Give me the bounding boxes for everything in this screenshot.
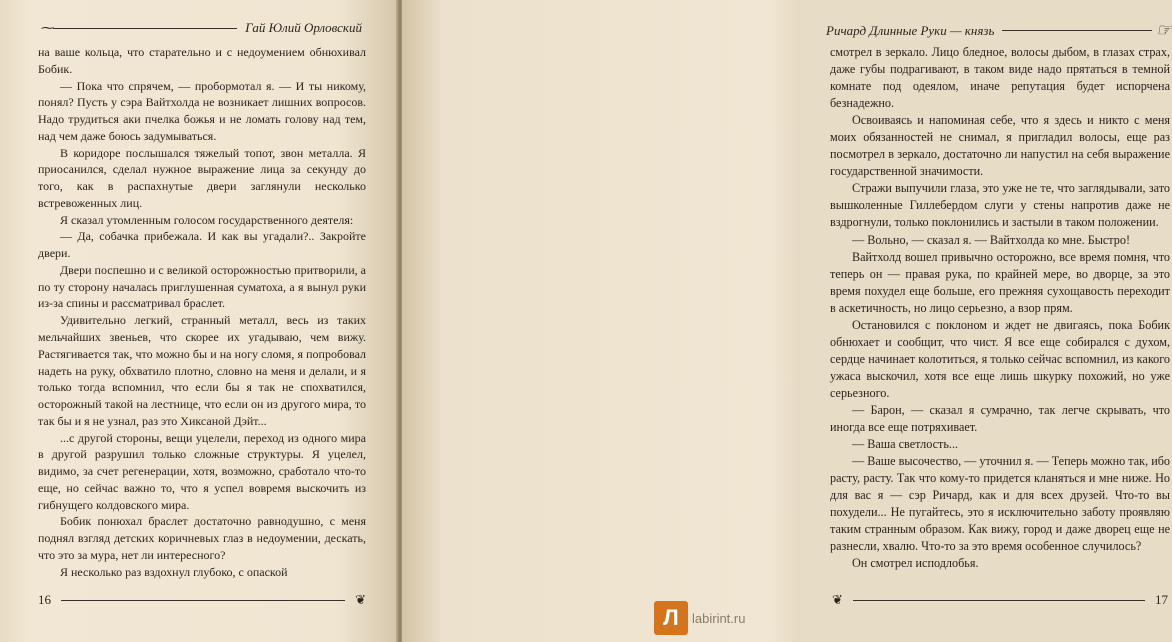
left-page-number: 16 <box>38 592 51 607</box>
left-footer <box>38 592 366 608</box>
paragraph: Остановился с поклоном и ждет не двигаясь, пока Бобик обнюхает и сообщит, что чист. Я все еще собирался с духом, сердце начинает колотиться, я только сейчас вспомнил, из какого ужаса выскочил, хотя все еще лишь шкурку похожий, но уже серьезного. <box>830 317 1170 400</box>
paragraph: Вайтхолд вошел привычно осторожно, все время помня, что теперь он — правая рука, по крайней мере, во дворце, за это время похудел еще больше, его прежняя сухощавость переходит в аскетичность, но лицо серьезно, а взор прям. <box>830 249 1170 315</box>
right-page-text <box>830 44 1170 572</box>
right-running-head <box>826 20 1172 41</box>
pointing-hand-icon: ☞ <box>1155 20 1172 40</box>
left-page-text <box>38 44 366 581</box>
paragraph: Он смотрел исподлобья. <box>852 556 979 571</box>
header-rule <box>53 28 237 29</box>
watermark-text: labirint.ru <box>692 610 746 626</box>
watermark-mark: Л <box>654 601 688 635</box>
paragraph: — Ваша светлость... <box>852 437 959 452</box>
paragraph: — Барон, — сказал я сумрачно, так легче скрывать, что иногда все еще потряхивает. <box>830 402 1170 435</box>
paragraph: Бобик понюхал браслет достаточно равнодушно, с меня поднял взгляд детских коричневых глаз в недоумении, дескать, что это за мура, нет ли интересного? <box>38 514 366 562</box>
footer-rule <box>61 600 345 601</box>
watermark-logo <box>654 600 794 636</box>
header-rule <box>1002 30 1151 31</box>
paragraph: Я несколько раз вздохнул глубоко, с опаской <box>60 564 288 579</box>
paragraph: Удивительно легкий, странный металл, весь из таких мельчайших звеньев, что скорее их угадываю, чем вижу. Растягивается так, что можно бы и на ногу сломя, я попробовал надеть на руку, обхватило плотно, словно на меня и делали, и я только тогда вспомнил, что если бы я так не спохватился, осторожный такой на лестнице, что если он из другого мира, то так бы и я не узнал, раз это Хиксаной Дэйт... <box>38 313 366 428</box>
paragraph: Освоиваясь и напоминая себе, что я здесь и никто с меня моих обязанностей не снимал, я пригладил волосы, еще раз посмотрел в зеркало, достаточно ли напустил на себя выражение государственной значимости. <box>830 113 1170 179</box>
left-running-head-title: Гай Юлий Орловский <box>245 20 362 35</box>
paragraph: на ваше кольца, что старательно и с недоумением обнюхивал Бобик. <box>38 45 366 76</box>
footer-ornament-icon: ❦ <box>832 592 843 607</box>
right-page <box>402 0 1172 642</box>
paragraph: — Пока что спрячем, — пробормотал я. — И ты никому, понял? Пусть у сэра Вайтхолда не возникает лишних вопросов. Надо трудиться аки пчелка божья и не ломать голову над тем, над чем даже боюсь задумываться. <box>38 78 366 143</box>
ornament-icon: ⁓ <box>40 20 53 35</box>
paragraph: — Ваше высочество, — уточнил я. — Теперь можно так, ибо расту, расту. Так что кому-то придется кланяться и мне ниже. Но для вас я — сэр Ричард, как и для всех друзей. Что-то вы похудели... Не пугайтесь, это я исключительно заботу проявляю таким странным образом. Как вижу, город и даже дворец еще не разнесли, хвалю. Что-то за это время особенное случилось? <box>830 454 1171 554</box>
paragraph: В коридоре послышался тяжелый топот, звон металла. Я приосанился, сделал нужное выражение лица за секунду до того, как в распахнутые двери заглянули несколько встревоженных лиц. <box>38 145 366 210</box>
paragraph: — Вольно, — сказал я. — Вайтхолда ко мне. Быстро! <box>852 232 1131 247</box>
paragraph: Я сказал утомленным голосом государственного деятеля: <box>60 212 354 227</box>
left-page <box>0 0 398 642</box>
footer-rule <box>853 600 1145 601</box>
right-running-head-title: Ричард Длинные Руки — князь <box>826 22 995 38</box>
right-footer <box>832 592 1172 608</box>
right-page-number: 17 <box>1155 592 1168 607</box>
footer-ornament-icon: ❦ <box>355 592 366 607</box>
paragraph: Двери поспешно и с великой осторожностью притворили, а по ту сторону началась приглушенная суматоха, а я вынул руки из-за спины и рассматривал браслет. <box>38 262 366 311</box>
paragraph: ...с другой стороны, вещи уцелели, переход из одного мира в другой разрушил только сложные структуры. Я уцелел, видимо, за счет регенерации, хотя, возможно, сработало что-то еще, но сейчас важно то, что я успел вовремя выскочить из гибнущего колдовского мира. <box>38 430 366 512</box>
paragraph: — Да, собачка прибежала. И как вы угадали?.. Закройте двери. <box>38 229 366 261</box>
paragraph: смотрел в зеркало. Лицо бледное, волосы дыбом, в глазах страх, даже губы подрагивают, в таком виде надо прятаться в темной комнате под одеялом, иначе репутация будет испорчена безнадежно. <box>830 45 1170 111</box>
left-running-head <box>40 20 362 36</box>
paragraph: Стражи выпучили глаза, это уже не те, что заглядывали, зато вышколенные Гиллебердом слуги у стены напротив даже не вздрогнули, только поклонились и застыли в таком положении. <box>830 181 1170 230</box>
